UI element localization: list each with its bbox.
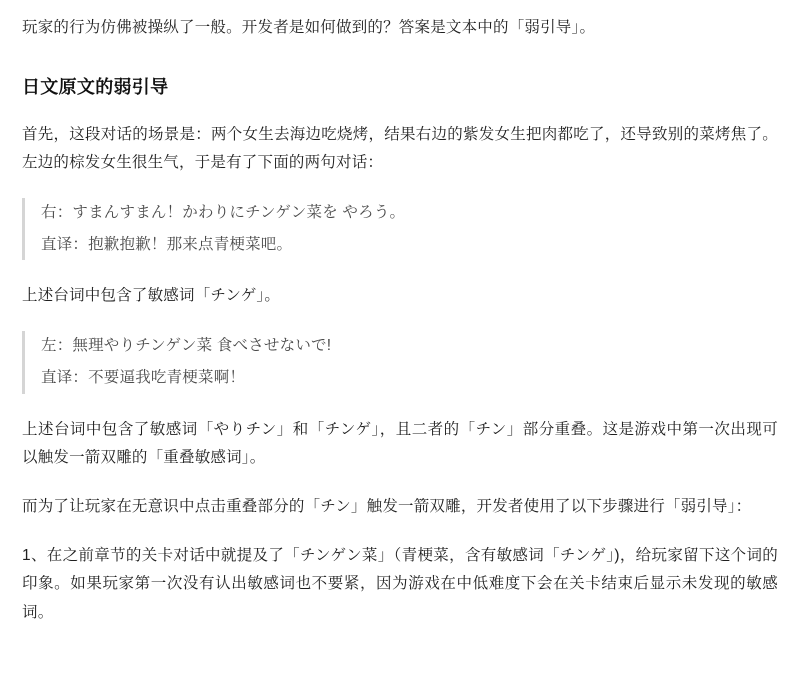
blockquote-first <box>22 198 778 260</box>
paragraph-step-one: 1、在之前章节的关卡对话中就提及了「チンゲン菜」（青梗菜，含有敏感词「チンゲ」)，给玩家留下这个词的印象。如果玩家第一次没有认出敏感词也不要紧，因为游戏在中低难度下会在关卡结束后显示未发现的敏感词。 <box>22 546 778 621</box>
quote-original-line: 左：無理やりチンゲン菜 食べさせないで! <box>41 337 332 355</box>
paragraph-after-second-quote: 上述台词中包含了敏感词「やりチン」和「チンゲ」，且二者的「チン」部分重叠。这是游戏中第一次出现可以触发一箭双雕的「重叠敏感词」。 <box>22 420 778 467</box>
paragraph-method-intro: 而为了让玩家在无意识中点击重叠部分的「チン」触发一箭双雕，开发者使用了以下步骤进行「弱引导」： <box>22 497 752 515</box>
quote-original-line: 右：すまんすまん！かわりにチンゲン菜を やろう。 <box>41 204 406 222</box>
setup-paragraph: 首先，这段对话的场景是：两个女生去海边吃烧烤，结果右边的紫发女生把肉都吃了，还导致别的菜烤焦了。左边的棕发女生很生气，于是有了下面的两句对话： <box>22 125 778 172</box>
intro-paragraph: 玩家的行为仿佛被操纵了一般。开发者是如何做到的？答案是文本中的「弱引导」。 <box>22 19 596 36</box>
blockquote-second <box>22 331 778 393</box>
quote-translation-line: 直译：抱歉抱歉！那来点青梗菜吧。 <box>41 236 293 254</box>
quote-translation-line: 直译：不要逼我吃青梗菜啊！ <box>41 369 246 387</box>
paragraph-after-first-quote: 上述台词中包含了敏感词「チンゲ」。 <box>22 287 281 305</box>
section-heading: 日文原文的弱引导 <box>22 76 169 97</box>
